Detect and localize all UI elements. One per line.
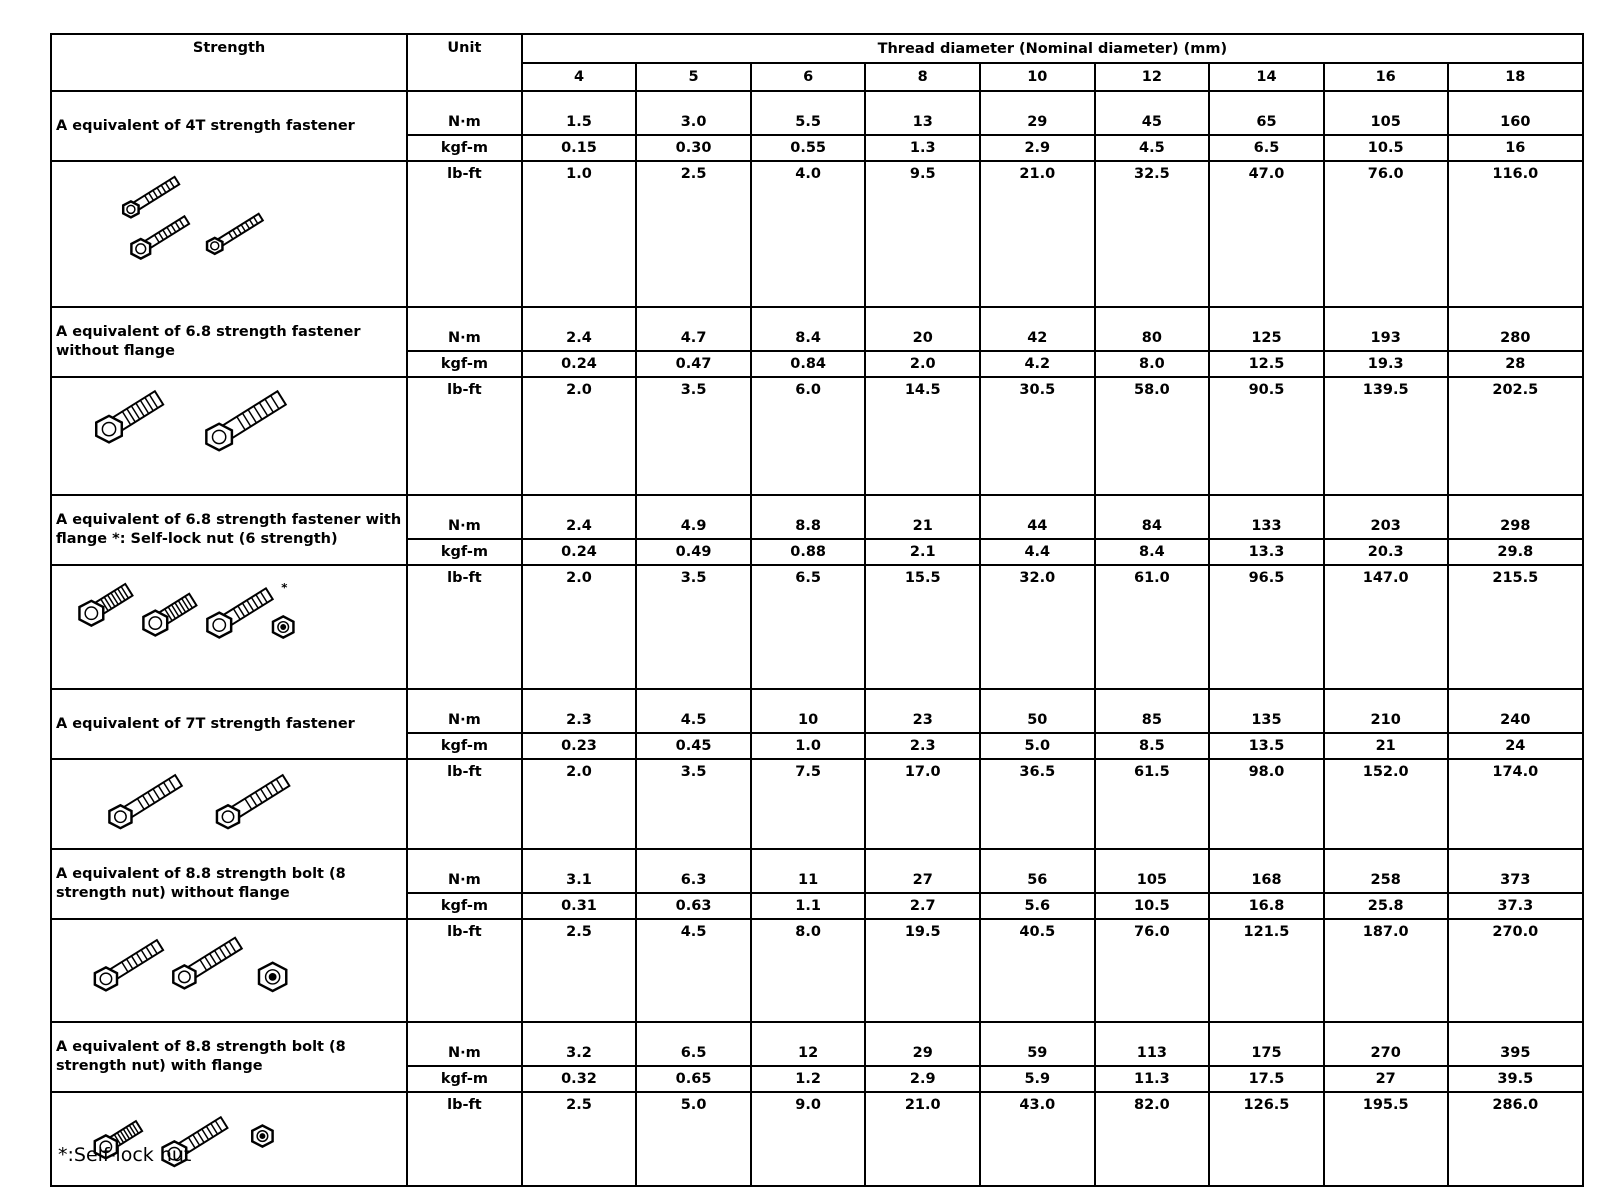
torque-value: 21.0 [980, 161, 1095, 307]
torque-value: 3.5 [636, 377, 751, 495]
unit-cell: N·m [407, 1022, 522, 1066]
torque-value: 6.5 [636, 1022, 751, 1066]
torque-value: 17.5 [1209, 1066, 1324, 1092]
torque-value: 8.0 [751, 919, 866, 1022]
torque-value: 19.5 [865, 919, 980, 1022]
torque-value: 195.5 [1324, 1092, 1448, 1186]
table-row [51, 377, 1583, 495]
torque-value: 6.5 [751, 565, 866, 689]
torque-value: 29.8 [1448, 539, 1583, 565]
unit-cell: kgf-m [407, 351, 522, 377]
torque-value: 286.0 [1448, 1092, 1583, 1186]
torque-value: 3.5 [636, 759, 751, 849]
torque-value: 2.3 [865, 733, 980, 759]
torque-value: 2.5 [522, 1092, 637, 1186]
torque-value: 36.5 [980, 759, 1095, 849]
torque-value: 3.2 [522, 1022, 637, 1066]
torque-value: 9.5 [865, 161, 980, 307]
torque-value: 2.9 [980, 135, 1095, 161]
torque-value: 13.3 [1209, 539, 1324, 565]
torque-value: 82.0 [1095, 1092, 1210, 1186]
unit-cell: N·m [407, 849, 522, 893]
torque-value: 0.47 [636, 351, 751, 377]
header-diameter: 18 [1448, 63, 1583, 91]
torque-value: 19.3 [1324, 351, 1448, 377]
torque-value: 1.0 [751, 733, 866, 759]
torque-value: 187.0 [1324, 919, 1448, 1022]
torque-value: 5.5 [751, 91, 866, 135]
unit-cell: kgf-m [407, 135, 522, 161]
torque-value: 10 [751, 689, 866, 733]
table-row [51, 1022, 1583, 1066]
torque-value: 0.49 [636, 539, 751, 565]
torque-value: 174.0 [1448, 759, 1583, 849]
unit-cell: kgf-m [407, 893, 522, 919]
torque-value: 147.0 [1324, 565, 1448, 689]
torque-value: 5.0 [636, 1092, 751, 1186]
torque-value: 0.24 [522, 539, 637, 565]
torque-value: 20 [865, 307, 980, 351]
torque-value: 58.0 [1095, 377, 1210, 495]
torque-value: 11 [751, 849, 866, 893]
torque-value: 27 [1324, 1066, 1448, 1092]
unit-cell: lb-ft [407, 919, 522, 1022]
strength-label: A equivalent of 8.8 strength bolt (8 strength nut) with flange [51, 1022, 407, 1092]
torque-value: 0.88 [751, 539, 866, 565]
88-bolt-no-flange-illustration [51, 919, 407, 1022]
table-row [51, 919, 1583, 1022]
torque-value: 8.5 [1095, 733, 1210, 759]
table-row [51, 1092, 1583, 1186]
header-strength: Strength [51, 34, 407, 91]
torque-value: 121.5 [1209, 919, 1324, 1022]
torque-value: 7.5 [751, 759, 866, 849]
footnote: *:Self-lock nut [58, 1144, 192, 1166]
table-row [51, 161, 1583, 307]
7t-fastener-illustration [51, 759, 407, 849]
torque-value: 0.15 [522, 135, 637, 161]
torque-value: 4.7 [636, 307, 751, 351]
torque-value: 12.5 [1209, 351, 1324, 377]
torque-value: 160 [1448, 91, 1583, 135]
torque-value: 373 [1448, 849, 1583, 893]
torque-value: 2.1 [865, 539, 980, 565]
torque-value: 8.4 [751, 307, 866, 351]
torque-value: 0.31 [522, 893, 637, 919]
torque-value: 14.5 [865, 377, 980, 495]
torque-value: 126.5 [1209, 1092, 1324, 1186]
88-bolt-flange-illustration [51, 1092, 407, 1186]
torque-value: 210 [1324, 689, 1448, 733]
torque-value: 133 [1209, 495, 1324, 539]
torque-value: 12 [751, 1022, 866, 1066]
torque-value: 27 [865, 849, 980, 893]
header-diameter: 8 [865, 63, 980, 91]
torque-value: 2.9 [865, 1066, 980, 1092]
torque-value: 30.5 [980, 377, 1095, 495]
torque-value: 15.5 [865, 565, 980, 689]
torque-value: 5.0 [980, 733, 1095, 759]
torque-value: 203 [1324, 495, 1448, 539]
torque-value: 2.3 [522, 689, 637, 733]
torque-value: 8.4 [1095, 539, 1210, 565]
torque-value: 3.5 [636, 565, 751, 689]
torque-value: 8.0 [1095, 351, 1210, 377]
torque-value: 270.0 [1448, 919, 1583, 1022]
torque-value: 240 [1448, 689, 1583, 733]
torque-value: 6.3 [636, 849, 751, 893]
torque-value: 0.55 [751, 135, 866, 161]
torque-value: 28 [1448, 351, 1583, 377]
torque-value: 40.5 [980, 919, 1095, 1022]
torque-value: 96.5 [1209, 565, 1324, 689]
torque-value: 13 [865, 91, 980, 135]
torque-value: 90.5 [1209, 377, 1324, 495]
unit-cell: kgf-m [407, 733, 522, 759]
68-fastener-flange-illustration [51, 565, 407, 689]
table-row [51, 91, 1583, 135]
torque-value: 202.5 [1448, 377, 1583, 495]
torque-value: 0.45 [636, 733, 751, 759]
torque-value: 8.8 [751, 495, 866, 539]
torque-value: 2.0 [522, 377, 637, 495]
torque-value: 4.0 [751, 161, 866, 307]
torque-value: 2.5 [522, 919, 637, 1022]
torque-value: 32.0 [980, 565, 1095, 689]
torque-value: 4.4 [980, 539, 1095, 565]
torque-value: 98.0 [1209, 759, 1324, 849]
torque-value: 47.0 [1209, 161, 1324, 307]
table-row [51, 689, 1583, 733]
torque-value: 1.0 [522, 161, 637, 307]
68-fastener-no-flange-illustration [51, 377, 407, 495]
torque-value: 2.0 [865, 351, 980, 377]
torque-value: 16.8 [1209, 893, 1324, 919]
4t-fastener-illustration [51, 161, 407, 307]
torque-value: 3.0 [636, 91, 751, 135]
torque-value: 2.5 [636, 161, 751, 307]
torque-value: 4.5 [1095, 135, 1210, 161]
torque-value: 29 [865, 1022, 980, 1066]
header-diameter: 6 [751, 63, 866, 91]
torque-value: 5.6 [980, 893, 1095, 919]
torque-value: 1.5 [522, 91, 637, 135]
table-row [51, 565, 1583, 689]
header-thread-diameter: Thread diameter (Nominal diameter) (mm) [522, 34, 1583, 63]
table-row [51, 849, 1583, 893]
torque-value: 42 [980, 307, 1095, 351]
torque-value: 2.4 [522, 495, 637, 539]
unit-cell: kgf-m [407, 539, 522, 565]
torque-value: 9.0 [751, 1092, 866, 1186]
torque-value: 32.5 [1095, 161, 1210, 307]
torque-value: 105 [1095, 849, 1210, 893]
torque-value: 10.5 [1095, 893, 1210, 919]
torque-spec-table [50, 33, 1584, 1187]
torque-value: 1.3 [865, 135, 980, 161]
torque-value: 6.5 [1209, 135, 1324, 161]
header-diameter: 10 [980, 63, 1095, 91]
torque-value: 21 [1324, 733, 1448, 759]
torque-value: 113 [1095, 1022, 1210, 1066]
torque-value: 4.2 [980, 351, 1095, 377]
torque-value: 3.1 [522, 849, 637, 893]
torque-value: 116.0 [1448, 161, 1583, 307]
svg-text:*: * [281, 580, 288, 595]
unit-cell: lb-ft [407, 377, 522, 495]
strength-label: A equivalent of 8.8 strength bolt (8 strength nut) without flange [51, 849, 407, 919]
torque-value: 258 [1324, 849, 1448, 893]
torque-value: 17.0 [865, 759, 980, 849]
torque-value: 21 [865, 495, 980, 539]
torque-value: 85 [1095, 689, 1210, 733]
torque-value: 105 [1324, 91, 1448, 135]
torque-value: 56 [980, 849, 1095, 893]
unit-cell: kgf-m [407, 1066, 522, 1092]
torque-value: 29 [980, 91, 1095, 135]
torque-value: 175 [1209, 1022, 1324, 1066]
torque-value: 298 [1448, 495, 1583, 539]
torque-value: 4.5 [636, 689, 751, 733]
torque-value: 10.5 [1324, 135, 1448, 161]
torque-value: 0.23 [522, 733, 637, 759]
torque-value: 76.0 [1324, 161, 1448, 307]
torque-value: 39.5 [1448, 1066, 1583, 1092]
torque-value: 61.5 [1095, 759, 1210, 849]
torque-value: 11.3 [1095, 1066, 1210, 1092]
torque-value: 193 [1324, 307, 1448, 351]
torque-value: 21.0 [865, 1092, 980, 1186]
torque-value: 45 [1095, 91, 1210, 135]
table-row [51, 307, 1583, 351]
torque-value: 0.30 [636, 135, 751, 161]
unit-cell: lb-ft [407, 565, 522, 689]
torque-value: 37.3 [1448, 893, 1583, 919]
torque-value: 1.1 [751, 893, 866, 919]
torque-value: 84 [1095, 495, 1210, 539]
header-diameter: 5 [636, 63, 751, 91]
torque-value: 25.8 [1324, 893, 1448, 919]
torque-value: 80 [1095, 307, 1210, 351]
torque-value: 6.0 [751, 377, 866, 495]
header-diameter: 14 [1209, 63, 1324, 91]
torque-value: 280 [1448, 307, 1583, 351]
header-diameter: 12 [1095, 63, 1210, 91]
torque-value: 135 [1209, 689, 1324, 733]
torque-value: 0.63 [636, 893, 751, 919]
torque-value: 0.84 [751, 351, 866, 377]
unit-cell: N·m [407, 495, 522, 539]
unit-cell: lb-ft [407, 1092, 522, 1186]
torque-value: 44 [980, 495, 1095, 539]
torque-value: 43.0 [980, 1092, 1095, 1186]
torque-value: 395 [1448, 1022, 1583, 1066]
unit-cell: N·m [407, 307, 522, 351]
header-unit: Unit [407, 34, 522, 91]
strength-label: A equivalent of 6.8 strength fastener without flange [51, 307, 407, 377]
torque-value: 2.4 [522, 307, 637, 351]
torque-value: 24 [1448, 733, 1583, 759]
torque-value: 139.5 [1324, 377, 1448, 495]
torque-value: 65 [1209, 91, 1324, 135]
torque-value: 4.9 [636, 495, 751, 539]
torque-value: 13.5 [1209, 733, 1324, 759]
torque-value: 4.5 [636, 919, 751, 1022]
unit-cell: lb-ft [407, 759, 522, 849]
torque-value: 2.0 [522, 565, 637, 689]
torque-value: 0.24 [522, 351, 637, 377]
torque-value: 59 [980, 1022, 1095, 1066]
torque-value: 16 [1448, 135, 1583, 161]
torque-value: 0.32 [522, 1066, 637, 1092]
strength-label: A equivalent of 4T strength fastener [51, 91, 407, 161]
torque-value: 2.0 [522, 759, 637, 849]
torque-value: 76.0 [1095, 919, 1210, 1022]
torque-value: 1.2 [751, 1066, 866, 1092]
table-row [51, 759, 1583, 849]
torque-value: 61.0 [1095, 565, 1210, 689]
header-diameter: 4 [522, 63, 637, 91]
torque-value: 23 [865, 689, 980, 733]
strength-label: A equivalent of 6.8 strength fastener with flange *: Self-lock nut (6 strength) [51, 495, 407, 565]
torque-value: 270 [1324, 1022, 1448, 1066]
torque-value: 152.0 [1324, 759, 1448, 849]
torque-value: 0.65 [636, 1066, 751, 1092]
unit-cell: N·m [407, 689, 522, 733]
unit-cell: N·m [407, 91, 522, 135]
torque-value: 50 [980, 689, 1095, 733]
torque-value: 2.7 [865, 893, 980, 919]
header-diameter: 16 [1324, 63, 1448, 91]
torque-value: 125 [1209, 307, 1324, 351]
torque-value: 168 [1209, 849, 1324, 893]
torque-value: 20.3 [1324, 539, 1448, 565]
table-row [51, 495, 1583, 539]
torque-value: 215.5 [1448, 565, 1583, 689]
torque-value: 5.9 [980, 1066, 1095, 1092]
strength-label: A equivalent of 7T strength fastener [51, 689, 407, 759]
unit-cell: lb-ft [407, 161, 522, 307]
